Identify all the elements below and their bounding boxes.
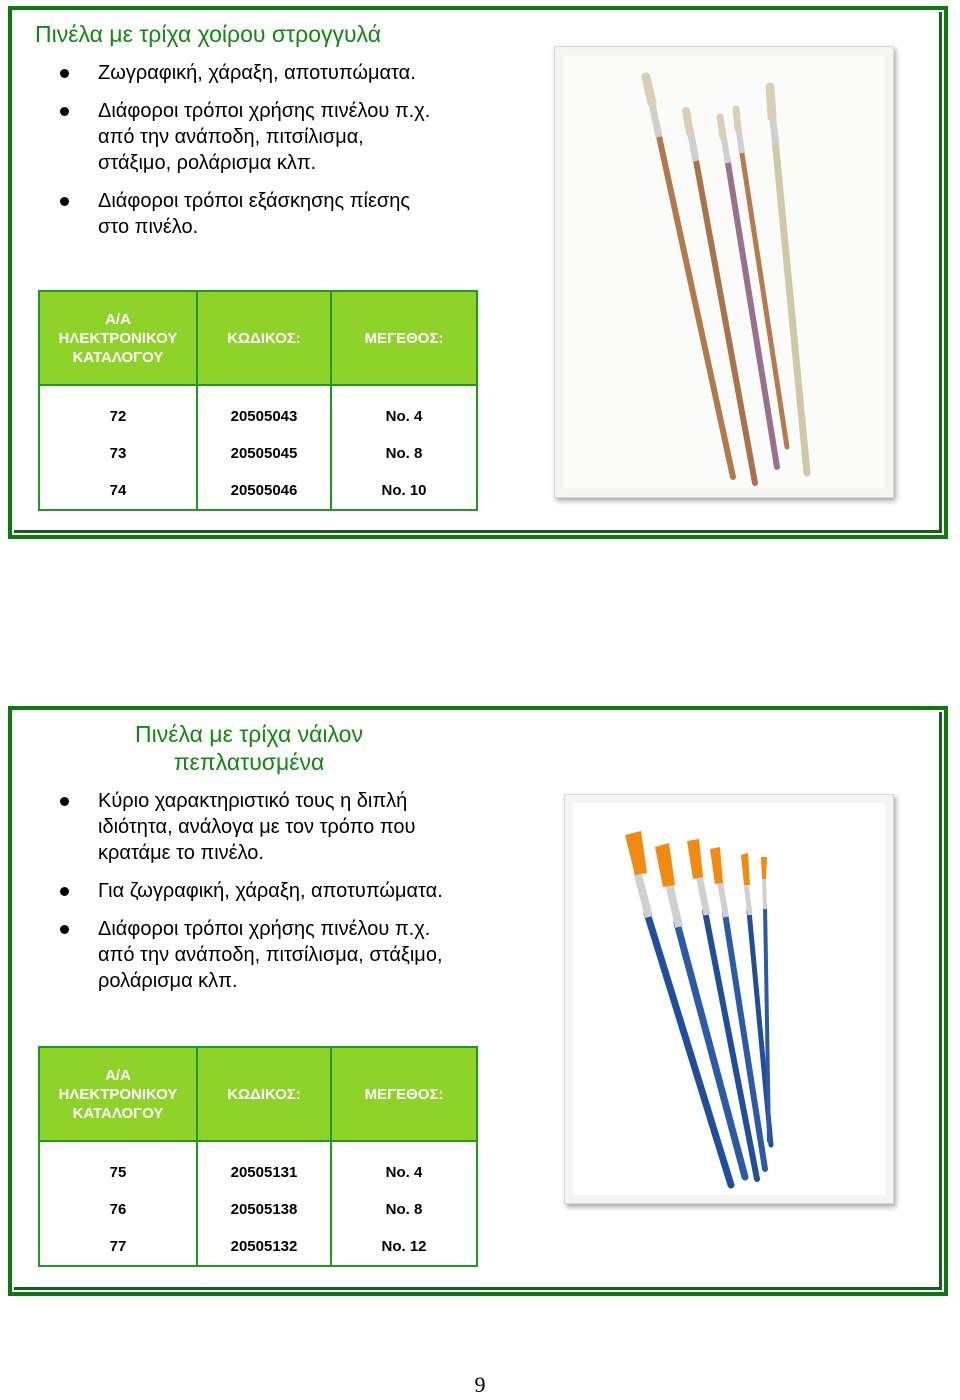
- feature-item: Διάφοροι τρόποι χρήσης πινέλου π.χ. από την ανάποδη, πιτσίλισμα, στάξιμο, ρολάρισμα κλπ.: [16, 916, 456, 994]
- table-row: [39, 1228, 477, 1266]
- cell-code: 20505046: [197, 472, 331, 510]
- column-header-catalog-number: Α/Α ΗΛΕΚΤΡΟΝΙΚΟΥ ΚΑΤΑΛΟΓΟΥ: [39, 291, 197, 385]
- cell-catalog-number: 72: [39, 385, 197, 435]
- cell-code: 20505043: [197, 385, 331, 435]
- cell-size: No. 8: [331, 1191, 477, 1228]
- cell-size: No. 8: [331, 435, 477, 472]
- feature-item: Για ζωγραφική, χάραξη, αποτυπώματα.: [16, 878, 456, 904]
- table-row: [39, 435, 477, 472]
- feature-item: Ζωγραφική, χάραξη, αποτυπώματα.: [16, 60, 436, 86]
- cell-size: No. 12: [331, 1228, 477, 1266]
- cell-code: 20505132: [197, 1228, 331, 1266]
- product-photo-hog-bristle-brushes: [554, 46, 894, 498]
- cell-catalog-number: 76: [39, 1191, 197, 1228]
- cell-catalog-number: 75: [39, 1141, 197, 1191]
- cell-size: No. 10: [331, 472, 477, 510]
- feature-item: Διάφοροι τρόποι χρήσης πινέλου π.χ. από την ανάποδη, πιτσίλισμα, στάξιμο, ρολάρισμα κλπ.: [16, 98, 436, 176]
- cell-code: 20505045: [197, 435, 331, 472]
- section-title: Πινέλα με τρίχα νάιλον πεπλατυσμένα: [135, 721, 363, 775]
- cell-catalog-number: 73: [39, 435, 197, 472]
- table-header-row: [39, 1047, 477, 1141]
- brush-illustration: [565, 795, 893, 1203]
- table-row: [39, 1141, 477, 1191]
- table-row: [39, 472, 477, 510]
- feature-item: Διάφοροι τρόποι εξάσκησης πίεσης στο πινέλο.: [16, 188, 436, 240]
- brush-illustration: [555, 47, 893, 497]
- table-row: [39, 385, 477, 435]
- cell-size: No. 4: [331, 385, 477, 435]
- product-table: [38, 1046, 478, 1267]
- section-title: Πινέλα με τρίχα χοίρου στρογγυλά: [35, 21, 382, 47]
- column-header-size: ΜΕΓΕΘΟΣ:: [331, 1047, 477, 1141]
- page-number: 9: [474, 1372, 486, 1397]
- table-row: [39, 1191, 477, 1228]
- table-header-row: [39, 291, 477, 385]
- product-section-hog-bristle: [8, 6, 948, 539]
- column-header-catalog-number: Α/Α ΗΛΕΚΤΡΟΝΙΚΟΥ ΚΑΤΑΛΟΓΟΥ: [39, 1047, 197, 1141]
- column-header-size: ΜΕΓΕΘΟΣ:: [331, 291, 477, 385]
- column-header-code: ΚΩΔΙΚΟΣ:: [197, 291, 331, 385]
- cell-code: 20505131: [197, 1141, 331, 1191]
- cell-catalog-number: 77: [39, 1228, 197, 1266]
- cell-size: No. 4: [331, 1141, 477, 1191]
- column-header-code: ΚΩΔΙΚΟΣ:: [197, 1047, 331, 1141]
- product-table: [38, 290, 478, 511]
- cell-catalog-number: 74: [39, 472, 197, 510]
- feature-list: [16, 60, 436, 252]
- product-photo-nylon-flat-brushes: [564, 794, 894, 1204]
- feature-list: [16, 788, 456, 1006]
- cell-code: 20505138: [197, 1191, 331, 1228]
- product-section-nylon-flat: [8, 706, 948, 1296]
- feature-item: Κύριο χαρακτηριστικό τους η διπλή ιδιότητα, ανάλογα με τον τρόπο που κρατάμε το πινέλο.: [16, 788, 456, 866]
